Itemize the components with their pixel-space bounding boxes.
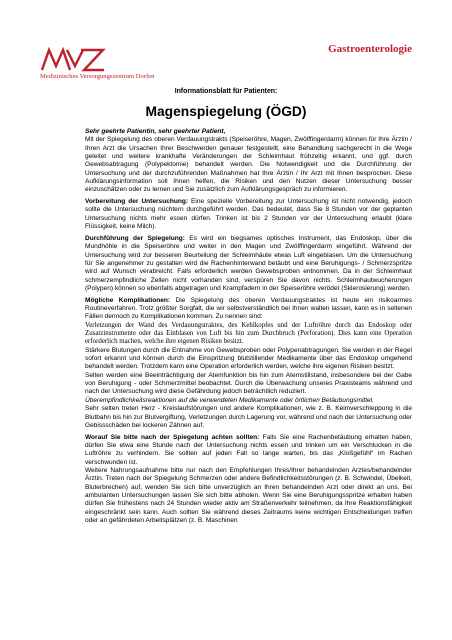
- complication-bleeding-text: Stärkere Blutungen durch die Entnahme von Gewebsproben oder Polypenabtragungen. Sie werden in der Regel sofort erkannt und können durch die Einspritzung blutstillender Medikamente über das Endoskop umgehend behandelt werden. Trotzdem kann eine Operation erforderlich werden, welche ihre eigenen Risiken besitzt.: [85, 346, 412, 371]
- department-title: Gastroenterologie: [328, 43, 412, 55]
- complication-injury-text: Verletzungen der Wand des Verdauungstraktes, des Kehlkopfes und der Luftröhre durch das Endoskop oder Zusatzinstrumente oder das Einblasen von Luft bis hin zum Durchbruch (Perforation). Dies kann eine Operation erforderlich machen, welche ihre eigenen Risiken besitzt.: [85, 321, 412, 346]
- complication-breathing-text: Selten werden eine Beeinträchtigung der Atemfunktion bis hin zum Atemstillstand, insbesondere bei der Gabe von Beruhigung - oder Schmerzmittel beobachtet. Durch die Überwachung unseres Praxisteams während und nach der Untersuchung wird diese Gefährdung jedoch beträchtlich reduziert.: [85, 371, 412, 396]
- procedure-heading: Durchführung der Spiegelung:: [85, 234, 185, 242]
- complications-heading: Mögliche Komplikationen:: [85, 296, 171, 304]
- intro-paragraph: [85, 128, 412, 195]
- preparation-paragraph: [85, 198, 412, 231]
- aftercare-paragraph: [85, 434, 412, 526]
- complications-paragraph: [85, 297, 412, 431]
- procedure-paragraph: [85, 235, 412, 293]
- aftercare-text-1: Falls Sie eine Rachenbetäubung erhalten haben, dürfen Sie etwa eine Stunde nach der Untersuchung nichts essen und trinken um ein Verschlucken in die Luftröhre zu verhindern. Sie sollten auf jeden Fall so lange warten, bis das „Kloßgefühl“ im Rachen verschwunden ist.: [85, 433, 412, 466]
- aftercare-text-2: Weitere Nahrungsaufnahme bitte nur nach den Empfehlungen Ihres/Ihrer behandelnden Arztes/behandelnder Ärztin. Treten nach der Spiegelung Schmerzen oder andere Befindlichkeitsstörungen (z. B. Schwindel, Übelkeit, Bluterbrechen) auf, wenden Sie sich bitte unverzüglich an Ihren behandelnden Arzt oder direkt an uns. Bei ambulanten Untersuchungen lassen Sie sich bitte abholen. Wenn Sie eine Beruhigungsspritze erhalten haben dürfen Sie frühestens nach 24 Stunden wieder aktiv am Straßenverkehr teilnehmen, da Ihre Reaktionsfähigkeit eingeschränkt sein kann. Auch sollten Sie während dieses Zeitraums keine wichtigen Entscheidungen treffen oder an gefährdeten Arbeitsplätzen (z. B. Maschinen: [85, 466, 412, 525]
- intro-text: Mit der Spiegelung des oberen Verdauungstrakts (Speiseröhre, Magen, Zwölffingerdarm) können für Ihre Ärztin / Ihren Arzt die Ursachen Ihrer Beschwerden genauer festgestellt, eine Behandlung sachgerecht in die Wege geleitet und weitere krankhafte Veränderungen der Schleimhaut frühzeitig erkannt, und ggf. durch Gewebsabtragung (Polypektomie) behandelt werden. Die Notwendigkeit und die Durchführung der Untersuchung und der durchzuführenden Maßnahmen hat Ihre Ärztin / Ihr Arzt mit Ihnen besprochen. Diese Aufklärungsinformation soll Ihnen helfen, die Risiken und den Nutzen dieser Untersuchung besser einzuschätzen oder zu lernen und Sie zusätzlich zum Aufklärungsgespräch zu informieren.: [85, 136, 412, 194]
- procedure-text: Es wird ein biegsames optisches Instrument, das Endoskop, über die Mundhöhle in die Speiseröhre und weiter in den Magen und Zwölffingerdarm eingeführt. Während der Untersuchung wird zur besseren Beurteilung der Schleimhäute etwas Luft eingeblasen. Um die Untersuchung für Sie angenehmer zu gestalten wird die Rachenhinterwand betäubt und eine Beruhigungs- / Schmerzspritze wird auf Wunsch verabreicht. Falls erforderlich werden Gewebsproben entnommen. Da in der Schleimhaut schmerzempfindliche Zellen nicht vorhanden sind, verspüren Sie davon nichts. Schleimhautwucherungen (Polypen) können so ebenfalls abgetragen und Krampfadern in der Speiseröhre verödet (Sklerosierung) werden.: [85, 234, 412, 292]
- greeting: Sehr geehrte Patientin, sehr geehrter Patient,: [85, 128, 226, 135]
- preparation-text: Eine spezielle Vorbereitung zur Untersuchung ist nicht notwendig, jedoch sollte die Untersuchung nüchtern durchgeführt werden. Das bedeutet, dass Sie 8 Stunden vor der geplanten Untersuchung nichts mehr essen dürfen. Trinken ist bis 2 Stunden vor der Untersuchung erlaubt (klare Flüssigkeit, keine Milch).: [85, 198, 412, 231]
- complication-allergy-text: Überempfindlichkeitsreaktionen auf die verwendeten Medikamente oder örtlichen Betäubungsmittel.: [85, 396, 374, 404]
- aftercare-heading: Worauf Sie bitte nach der Spiegelung achten sollten:: [85, 433, 260, 441]
- org-name: Medizinisches Versorgungszentrum Dorfen: [40, 73, 155, 80]
- document-body: [85, 128, 412, 529]
- complication-rare-text: Sehr selten treten Herz - Kreislaufstörungen und andere Komplikationen, wie z. B. Keimverschleppung in die Blutbahn bis hin zur Blutvergiftung, Verletzungen durch Lagerung vor, während und nach der Untersuchung oder Gebissschäden bei lockeren Zähnen auf.: [85, 405, 412, 429]
- complications-intro: Die Spiegelung des oberen Verdauungstraktes ist heute ein risikoarmes Routineverfahren. Trotz größter Sorgfalt, die wir selbstverständlich bei Ihnen walten lassen, kann es in seltenen Fällen dennoch zu Komplikationen kommen. Zu nennen sind:: [85, 296, 413, 321]
- doc-title: Magenspiegelung (ÖGD): [145, 104, 307, 119]
- preparation-heading: Vorbereitung der Untersuchung:: [85, 198, 189, 206]
- mvz-logo: [40, 46, 106, 72]
- doc-subtitle: Informationsblatt für Patienten:: [174, 88, 278, 95]
